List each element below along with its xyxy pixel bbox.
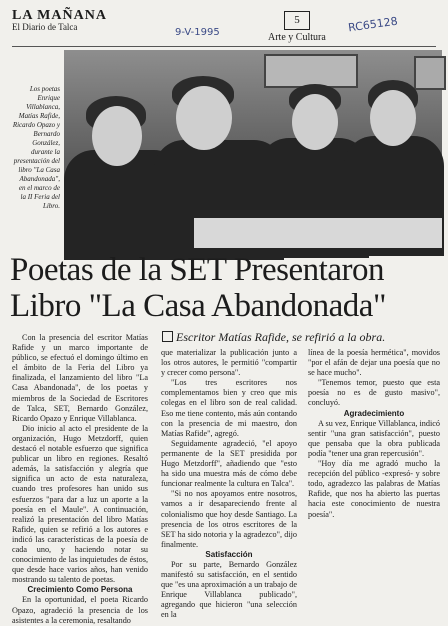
paragraph: A su vez, Enrique Villablanca, indicó sentir "una gran satisfacción", puesto que pensaba que la obra publicada podía "tener una gran repercusión".	[308, 418, 440, 458]
deck-box-icon	[162, 331, 173, 342]
subheading: Crecimiento Como Persona	[27, 585, 133, 595]
wall-painting-2	[414, 56, 446, 90]
masthead-subtitle: El Diario de Talca	[12, 22, 78, 32]
table	[194, 218, 442, 248]
paragraph: línea de la poesía hermética", movidos "por el afán de dejar una poesía que no se hace mucho".	[308, 348, 440, 378]
handwritten-date: 9-V-1995	[175, 27, 220, 38]
deck-text: Escritor Matías Rafide, se refirió a la obra.	[176, 330, 386, 344]
deck	[162, 330, 442, 345]
paragraph: Con la presencia del escritor Matías Rafide y un marco importante de público, se efectuó el domingo último en el ámbito de la Feria del Libro ya finalizada, el lanzamiento del libro "La Casa Abandonada", de los poetas y miembros de la Sociedad de Escritores de Talca, SET, Bernardo González, Ricardo Opazo y Enrique Villablanca.	[12, 333, 148, 423]
paragraph: Dio inicio al acto el presidente de la organización, Hugo Metzdorff, quien destacó el notable esfuerzo que significa publicar un libro en regiones. Resaltó además, la satisfacción y alegría que significa un acto de esta naturaleza, cuando tres profesores han unido sus esfuerzos "para dar a luz un aporte a la poesía en el Maule". A continuación, realizó la presentación del libro Matías Rafide, quien se refirió a los autores e indicó las características de la poesía de cada uno, y haciendo notar su conocimiento de las inquietudes de éstos, que desde hace varios años, han venido mostrando su talento de poetas.	[12, 423, 148, 585]
section-name: Arte y Cultura	[268, 32, 326, 43]
page-number: 5	[284, 11, 310, 30]
paragraph: "Hoy día me agradó mucho la recepción del público -expresó- y sobre todo, agradezco las palabras de Matías Rafide, que nos ha abierto las puertas hacia este conocimiento de nuestra poesía".	[308, 459, 440, 519]
paragraph: "Los tres escritores nos complementamos bien y creo que mis colegas en el libro son de real calidad. Eso me tiene contento, más aún contando con la presencia de mi maestro, don Matías Rafide", agregó.	[161, 378, 297, 438]
handwritten-code: RC65128	[347, 14, 399, 35]
paragraph: "Si no nos apoyamos entre nosotros, vamos a ir desapareciendo frente al colonialismo que hoy desde Santiago. La presencia de los otros escritores de la SET ha sido notoria y la agradezco", dijo finalmente.	[161, 489, 297, 549]
article-column-3	[308, 348, 440, 600]
paragraph: que materializar la publicación junto a los otros autores, le permitió "compartir y crecer como persona".	[161, 348, 297, 378]
paragraph: Por su parte, Bernardo González manifestó su satisfacción, en el sentido que "es una aproximación a un trabajo de Enrique Villablanca publicado", agregando que hicieron "una selección en la	[161, 559, 297, 620]
paragraph: "Tenemos temor, puesto que esta poesía no es de gusto masivo", concluyó.	[308, 378, 440, 408]
photo-caption: Los poetas Enrique Villablanca, Matías Rafide, Ricardo Opazo y Bernardo González, durante la presentación del libro "La Casa Abandonada", en el marco de la II Feria del Libro.	[12, 85, 60, 210]
subheading: Agradecimiento	[343, 408, 405, 418]
headline: Poetas de la SET Presentaron Libro "La Casa Abandonada"	[10, 252, 386, 324]
article-column-2	[161, 348, 297, 620]
paragraph: En la oportunidad, el poeta Ricardo Opazo, agradeció la presencia de los asistentes a la ceremonia, resaltando	[12, 595, 148, 625]
subheading: Satisfacción	[205, 549, 253, 559]
masthead-title: LA MAÑANA	[12, 8, 107, 23]
wall-painting	[264, 54, 358, 88]
news-photo	[64, 50, 442, 248]
paragraph: Seguidamente agradeció, "el apoyo permanente de la SET presidida por Hugo Metzdorff", añadiendo que "esto ha sido una muestra más de cómo debe funcionar realmente la cultura en Talca".	[161, 438, 297, 489]
header-rule	[12, 46, 436, 47]
article-column-1	[12, 333, 148, 625]
